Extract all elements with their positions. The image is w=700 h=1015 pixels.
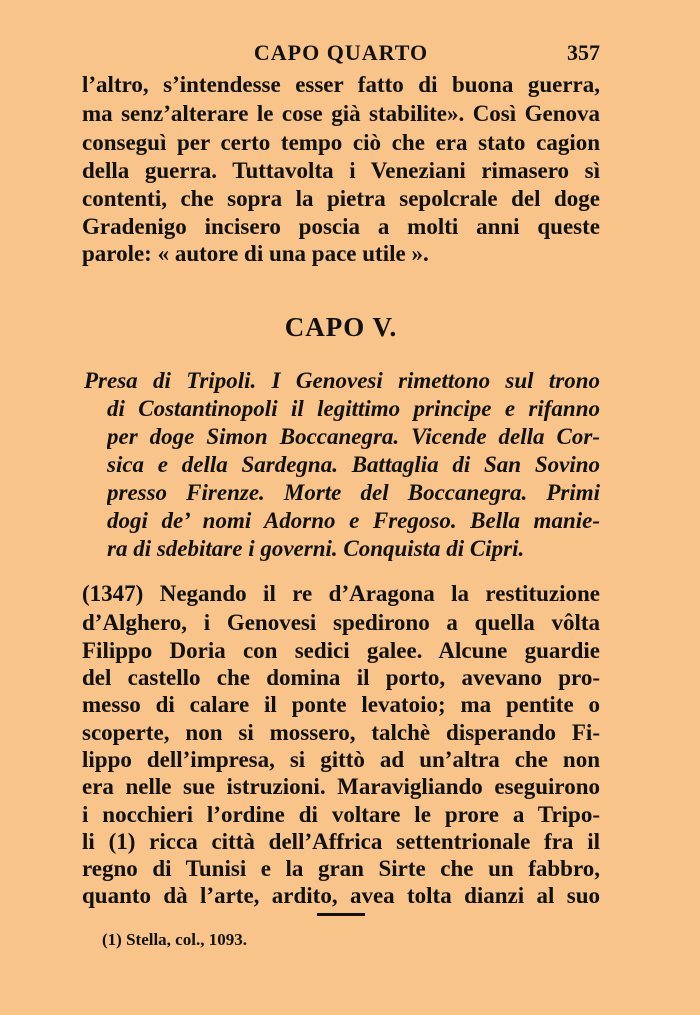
summary-line: sica e della Sardegna. Battaglia di San Sovino (107, 452, 600, 477)
text-line: Filippo Doria con sedici galee. Alcune guardie (82, 638, 600, 663)
running-head (82, 40, 600, 70)
text-line: (1347) Negando il re d’Aragona la restituzione (82, 581, 600, 606)
text-line: della guerra. Tuttavolta i Veneziani rimasero sì (82, 158, 600, 183)
page-number: 357 (567, 40, 600, 65)
text-line: del castello che domina il porto, avevano pro- (82, 665, 600, 690)
text-line: era nelle sue istruzioni. Maravigliando eseguirono (82, 774, 600, 799)
text-line: parole: « autore di una pace utile ». (82, 241, 429, 266)
text-line: regno di Tunisi e la gran Sirte che un fabbro, (82, 856, 600, 881)
summary-line: dogi de’ nomi Adorno e Fregoso. Bella manie- (107, 508, 600, 533)
text-line: contenti, che sopra la pietra sepolcrale del doge (82, 186, 600, 211)
summary-line: di Costantinopoli il legittimo principe e rifanno (107, 396, 600, 421)
text-line: Gradenigo incisero poscia a molti anni queste (82, 214, 600, 239)
text-line: i nocchieri l’ordine di voltare le prore a Tripo- (82, 802, 600, 827)
summary-line: ra di sdebitare i governi. Conquista di Cipri. (107, 536, 525, 561)
running-title: CAPO QUARTO (253, 40, 429, 65)
text-line: li (1) ricca città dell’Affrica settentrionale fra il (82, 829, 600, 854)
summary-line: per doge Simon Boccanegra. Vicende della Cor- (107, 424, 600, 449)
text-line: messo di calare il ponte levatoio; ma pentite o (82, 692, 600, 717)
text-line: scoperte, non si mossero, talchè disperando Fi- (82, 720, 600, 745)
footnote-rule (317, 913, 365, 916)
text-line: ma senz’alterare le cose già stabilite». Così Genova (82, 101, 600, 126)
text-line: l’altro, s’intendesse esser fatto di buona guerra, (82, 72, 600, 97)
text-line: lippo dell’impresa, si gittò ad un’altra che non (82, 747, 600, 772)
chapter-title: CAPO V. (284, 312, 398, 342)
summary-line: Presa di Tripoli. I Genovesi rimettono sul trono (84, 368, 600, 393)
summary-line: presso Firenze. Morte del Boccanegra. Primi (107, 480, 600, 505)
text-line: d’Alghero, i Genovesi spedirono a quella vôlta (82, 610, 600, 635)
footnote: (1) Stella, col., 1093. (102, 930, 247, 949)
text-line: quanto dà l’arte, ardito, avea tolta dianzi al suo (82, 883, 600, 908)
text-line: conseguì per certo tempo ciò che era stato cagion (82, 130, 600, 155)
